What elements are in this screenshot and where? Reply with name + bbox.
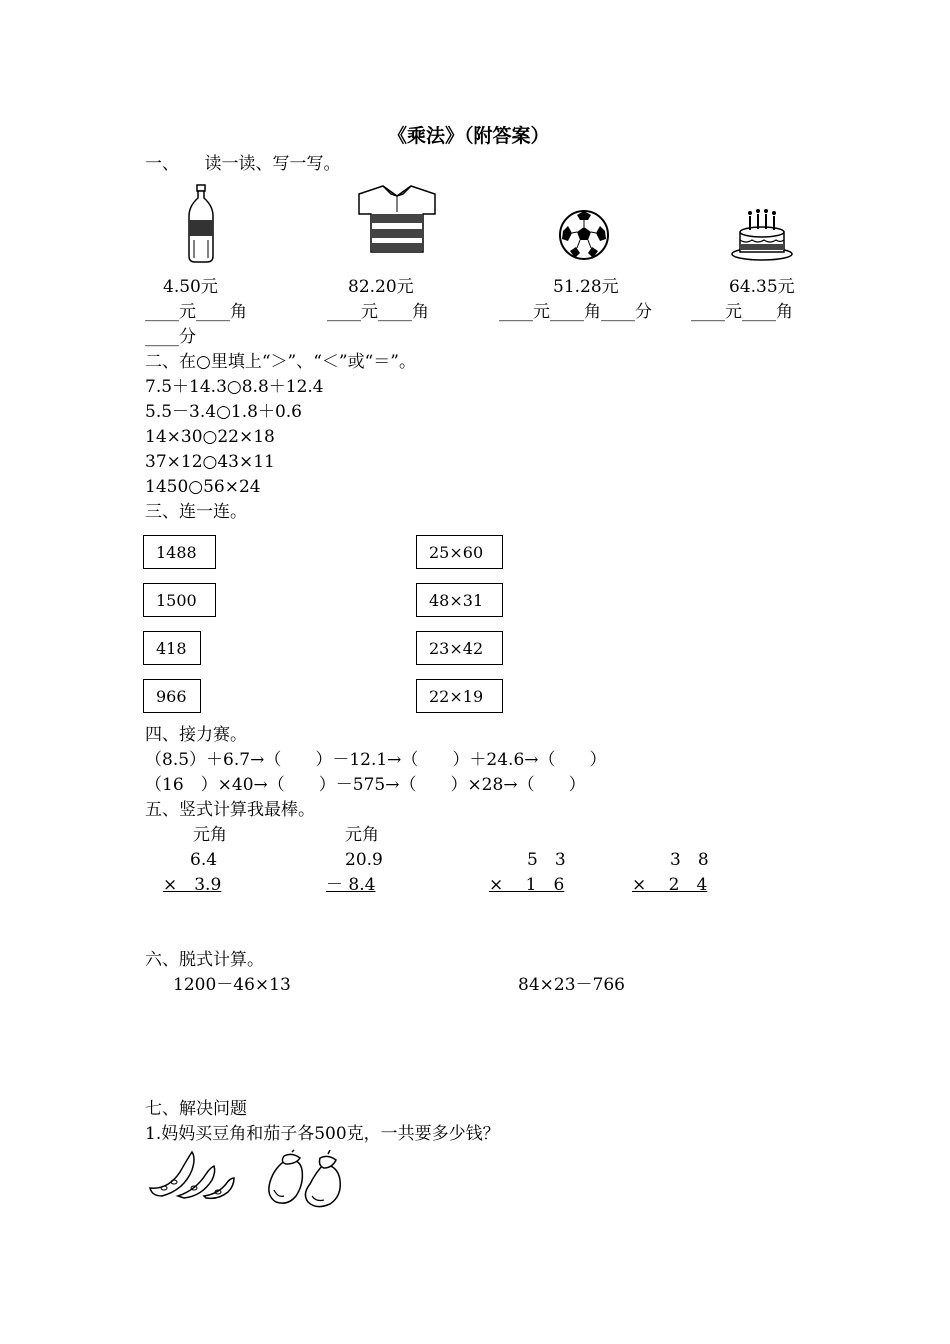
problem-1-top: 6.4: [190, 850, 218, 870]
problem-2-bottom: － 8.4: [326, 875, 376, 895]
section-3-heading: 三、连一连。: [145, 502, 247, 522]
page-title: 《乘法》（附答案）: [388, 125, 550, 147]
shirt-icon: [357, 184, 437, 254]
answer-blank-4b[interactable]: ____分: [145, 327, 196, 347]
problem-2-top: 20.9: [345, 850, 383, 870]
price-ball: 51.28元: [553, 277, 619, 297]
price-shirt: 82.20元: [348, 277, 414, 297]
problem-1-bottom: × 3.9: [163, 875, 222, 895]
expression-2: 84×23－766: [518, 975, 625, 995]
question-1: 1.妈妈买豆角和茄子各500克，一共要多少钱？: [145, 1124, 500, 1144]
match-right-3[interactable]: 23×42: [416, 631, 503, 665]
problem-3-bottom: × 1 6: [489, 875, 565, 895]
section-5-heading: 五、竖式计算我最棒。: [145, 800, 315, 820]
green-bean-icon: [148, 1150, 238, 1200]
compare-line-3: 14×30○22×18: [145, 427, 275, 447]
relay-line-1: （8.5）＋6.7→（ ）－12.1→（ ）＋24.6→（ ）: [145, 750, 607, 770]
answer-blank-1[interactable]: ____元____角: [145, 302, 247, 322]
section-4-heading: 四、接力赛。: [145, 725, 247, 745]
answer-blank-3[interactable]: ____元____角____分: [499, 302, 652, 322]
eggplant-icon: [266, 1150, 346, 1210]
problem-4-top: 3 8: [670, 850, 709, 870]
answer-blank-2[interactable]: ____元____角: [327, 302, 429, 322]
section-2-heading: 二、在○里填上“＞”、“＜”或“＝”。: [145, 352, 416, 372]
match-right-2[interactable]: 48×31: [416, 583, 503, 617]
unit-label-2: 元角: [345, 825, 379, 845]
match-left-1[interactable]: 1488: [143, 535, 216, 569]
match-right-4[interactable]: 22×19: [416, 679, 503, 713]
problem-4-bottom: × 2 4: [632, 875, 708, 895]
bottle-icon: [186, 184, 216, 264]
unit-label-1: 元角: [193, 825, 227, 845]
price-bottle: 4.50元: [163, 277, 218, 297]
match-right-1[interactable]: 25×60: [416, 535, 503, 569]
soccer-ball-icon: [558, 209, 610, 261]
match-left-3[interactable]: 418: [143, 631, 201, 665]
match-left-2[interactable]: 1500: [143, 583, 216, 617]
section-1-heading: 一、 读一读、写一写。: [145, 154, 341, 174]
expression-1: 1200－46×13: [173, 975, 291, 995]
section-6-heading: 六、脱式计算。: [145, 950, 264, 970]
match-left-4[interactable]: 966: [143, 679, 201, 713]
cake-icon: [730, 208, 794, 262]
section-7-heading: 七、解决问题: [145, 1099, 247, 1119]
relay-line-2: （16 ）×40→（ ）－575→（ ）×28→（ ）: [145, 775, 586, 795]
answer-blank-4[interactable]: ____元____角: [691, 302, 793, 322]
compare-line-1: 7.5＋14.3○8.8＋12.4: [145, 377, 324, 397]
price-cake: 64.35元: [729, 277, 795, 297]
problem-3-top: 5 3: [527, 850, 566, 870]
compare-line-2: 5.5－3.4○1.8＋0.6: [145, 402, 302, 422]
compare-line-5: 1450○56×24: [145, 477, 261, 497]
compare-line-4: 37×12○43×11: [145, 452, 275, 472]
